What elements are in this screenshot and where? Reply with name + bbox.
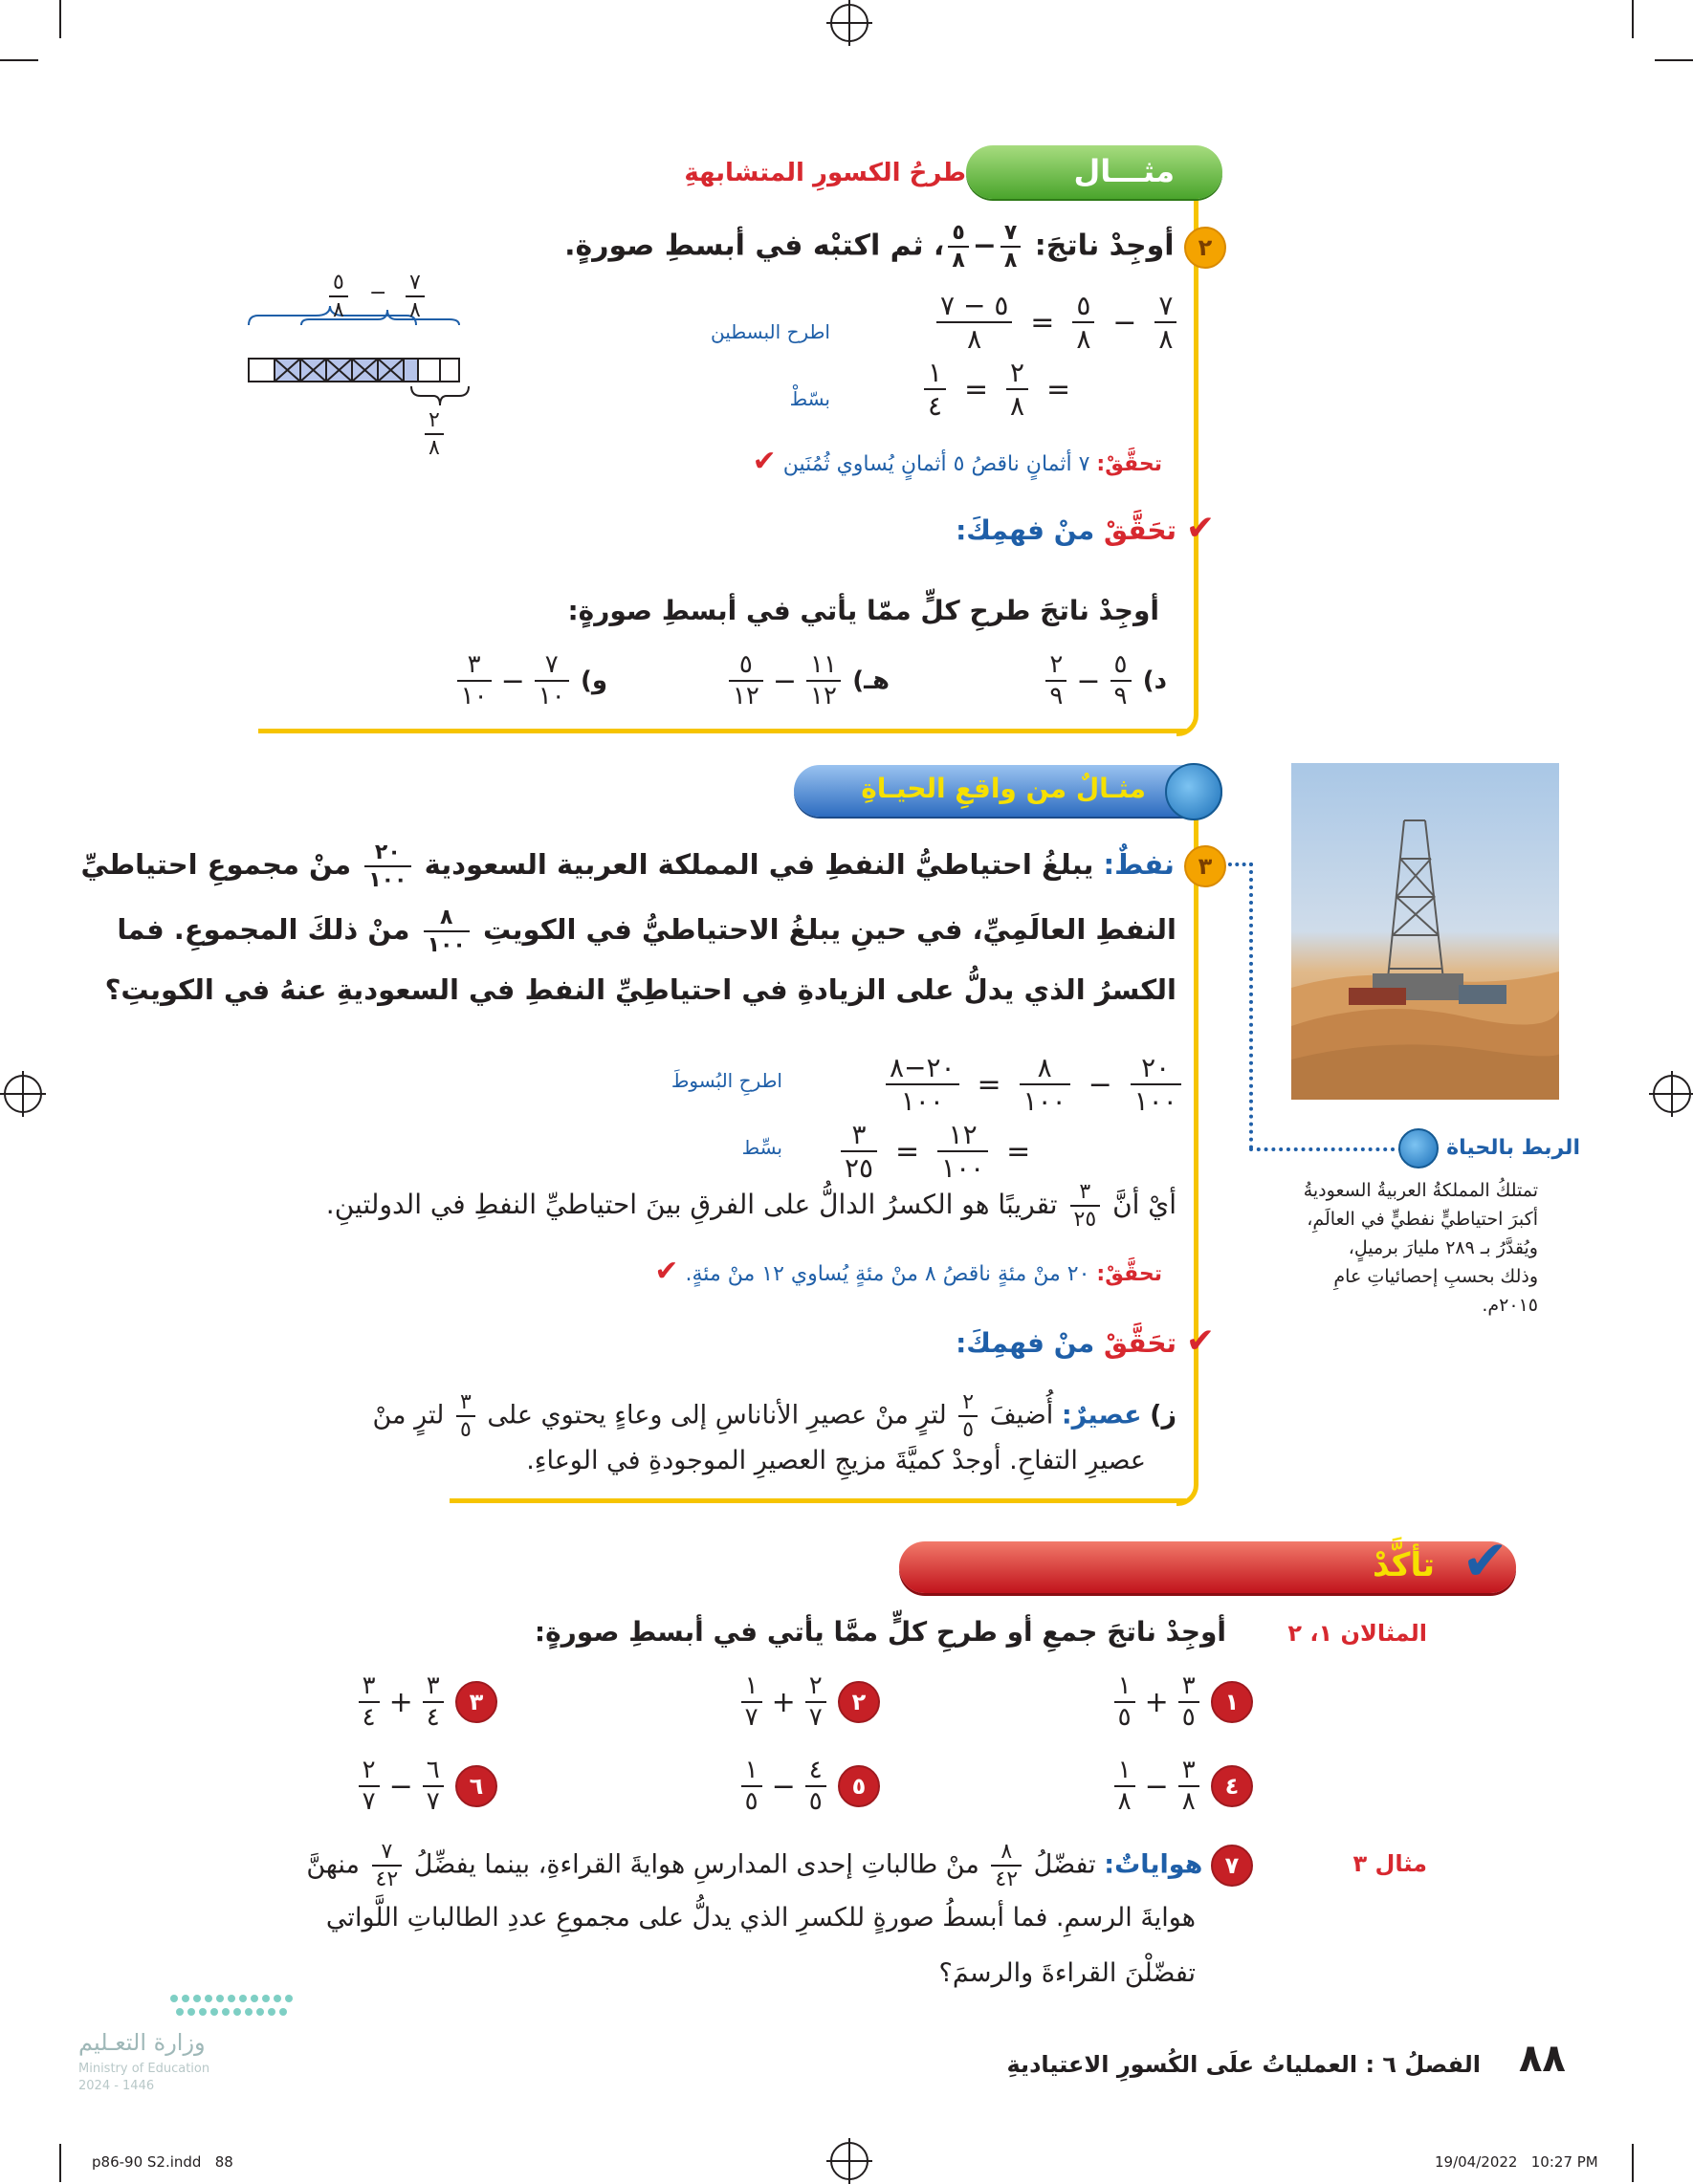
denominator: ٥ <box>459 1418 472 1443</box>
denominator: ٨ <box>1076 323 1091 356</box>
numerator: ٧ <box>372 1841 403 1867</box>
confirm-title: تأكَّدْ <box>1373 1546 1435 1584</box>
example3-check <box>654 1255 1162 1288</box>
check-label: تحقَّقْ: <box>1096 1262 1162 1286</box>
fraction <box>1154 292 1176 354</box>
check2-line2: عصيرِ التفاحِ. أوجدْ كميَّةَ مزيجِ العصيرِ الموجودةِ في الوعاءِ. <box>526 1446 1146 1475</box>
denominator: ٨ <box>1158 323 1174 356</box>
denominator: ٢٥ <box>1073 1208 1097 1233</box>
exercise-item <box>1042 652 1167 710</box>
fraction <box>841 1121 877 1183</box>
item-label: هـ) <box>852 666 890 695</box>
sidebar-connector <box>1249 863 1253 1149</box>
checkmark-icon: ✔ <box>1462 1528 1508 1593</box>
denominator: ٧ <box>362 1787 376 1817</box>
sidebar-connector <box>1249 1147 1402 1151</box>
denominator: ٨ <box>952 249 965 273</box>
numerator: ٨ <box>991 1841 1022 1867</box>
model-bottom-brace <box>407 384 473 409</box>
fraction <box>406 272 425 321</box>
numerator: ١٢ <box>937 1121 988 1152</box>
check2-title-b: منْ فهمِكَ: <box>956 1327 1095 1359</box>
check1-heading <box>956 509 1215 548</box>
example3-note-simplify: بسِّط <box>741 1136 782 1159</box>
equals-sign: = <box>1030 305 1055 339</box>
crop-mark <box>59 0 61 38</box>
numerator: ٥ <box>729 652 763 682</box>
minus-sign: − <box>972 229 997 263</box>
example3-frame <box>1176 813 1198 1506</box>
crop-mark <box>1632 2144 1634 2182</box>
example3-line1-a: يبلغُ احتياطيُّ النفطِ في المملكة العربية السعودية <box>424 848 1094 882</box>
numerator: ١ <box>924 359 946 390</box>
confirm-instruction: أوجِدْ ناتجَ جمعِ أو طرحِ كلٍّ ممَّا يأتي في أبسطِ صورةٍ: <box>534 1616 1226 1648</box>
denominator: ١٠ <box>460 682 488 711</box>
check2-title-a: تحَقَّقْ <box>1103 1327 1177 1359</box>
example3-line1-b: منْ مجموعِ احتياطيِّ <box>80 848 352 882</box>
exercise-number: ٥ <box>838 1765 880 1807</box>
numerator: ٥ <box>1072 292 1094 323</box>
fraction <box>1114 1758 1135 1816</box>
numerator: ٣ <box>359 1673 380 1703</box>
fraction <box>423 1673 444 1732</box>
check2-line1-c: لترٍ منْ <box>372 1400 445 1431</box>
check1-instruction: أوجِدْ ناتجَ طرحِ كلٍّ ممّا يأتي في أبسطِ صورةٍ: <box>567 595 1159 626</box>
operator: + <box>771 1685 796 1719</box>
exercise-item <box>737 1758 880 1816</box>
numerator: ١ <box>1114 1673 1135 1703</box>
fraction-bar-model <box>244 277 473 392</box>
exercise-item <box>1110 1758 1253 1816</box>
numerator: ٧ <box>535 652 569 682</box>
numerator: ١ <box>741 1758 762 1787</box>
denominator: ١٠٠ <box>368 868 407 893</box>
example2-note-simplify: بسّطْ <box>789 387 830 410</box>
denominator: ١٢ <box>732 682 759 711</box>
sidebar-line: وذلك بحسبِ إحصائياتِ عامِ <box>1333 1266 1538 1287</box>
registration-mark-top <box>830 4 868 42</box>
equals-sign: = <box>1045 372 1071 406</box>
exercise-number: ٤ <box>1211 1765 1253 1807</box>
denominator: ٨ <box>967 323 982 356</box>
confirm-exercises <box>316 1673 1253 1836</box>
denominator: ٤ <box>362 1703 376 1733</box>
fraction <box>741 1673 762 1732</box>
numerator: ٥ <box>1110 652 1132 682</box>
q7-line3: تفضّلْنَ القراءةَ والرسمَ؟ <box>938 1958 1196 1988</box>
fraction <box>1070 1181 1101 1231</box>
numerator: ٥ − ٧ <box>936 292 1012 323</box>
operator: − <box>771 1769 796 1803</box>
example2-title: طرحُ الكسورِ المتشابهةِ <box>684 159 966 187</box>
fraction <box>456 1391 475 1441</box>
numerator: ٣ <box>1070 1181 1101 1207</box>
fraction <box>948 222 968 272</box>
sidebar-title-text: الربط بالحياة <box>1446 1136 1580 1160</box>
denominator: ٨ <box>1003 249 1018 273</box>
registration-mark-right <box>1653 1075 1691 1113</box>
numerator: ٣ <box>841 1121 877 1152</box>
fraction <box>424 906 470 956</box>
example3-line3: الكسرُ الذي يدلُّ على الزيادةِ في احتياطِيِّ النفطِ في السعوديةِ عنهُ في الكويتِ؟ <box>104 973 1176 1006</box>
example3-conclusion-a: أيْ أنَّ <box>1112 1189 1176 1221</box>
exercise-number: ١ <box>1211 1681 1253 1723</box>
confirm-ref3: مثال ٣ <box>1352 1850 1427 1877</box>
example2-frame-bottom <box>258 729 1186 733</box>
example3-header-title: مثـالٌ من واقعِ الحيـاةِ <box>861 773 1146 804</box>
example2-header-label: مثـــال <box>1073 153 1175 189</box>
example3-line2-a: النفطِ العالَمِيِّ، في حينِ يبلغُ الاحتياطيُّ في الكويتِ <box>482 913 1176 947</box>
numerator: ٢ <box>425 409 444 435</box>
example2-prompt-a: أوجِدْ ناتجَ: <box>1034 229 1175 263</box>
numerator: ١ <box>1114 1758 1135 1787</box>
sidebar-title <box>1398 1128 1580 1168</box>
model-bottom-fraction <box>425 409 444 459</box>
numerator: ٣ <box>456 1391 475 1417</box>
numerator: ٣ <box>1178 1673 1199 1703</box>
check2-line1-a: أُضيفَ <box>989 1400 1054 1431</box>
ministry-name-en: Ministry of Education <box>78 2062 210 2076</box>
fraction <box>329 272 348 321</box>
numerator: ٣ <box>457 652 492 682</box>
confirm-ref: المثالان ١، ٢ <box>1287 1620 1427 1647</box>
numerator: ٢٠ <box>364 841 410 867</box>
example3-conclusion-b: تقريبًا هو الكسرُ الدالُّ على الفرقِ بينَ احتياطيِّ النفطِ في الدولتينِ. <box>325 1189 1058 1221</box>
denominator: ٨ <box>1181 1787 1196 1817</box>
fraction <box>806 652 841 710</box>
fraction <box>958 1391 978 1441</box>
denominator: ٥ <box>962 1418 975 1443</box>
example3-topic: نفطٌ: <box>1103 848 1175 882</box>
example3-frame-bottom <box>450 1498 1186 1503</box>
denominator: ٩ <box>1049 682 1064 711</box>
example3-line1 <box>80 841 1226 891</box>
file-name: p86-90 S2.indd 88 <box>92 2153 233 2171</box>
q7-number: ٧ <box>1211 1845 1253 1887</box>
minus-sign: − <box>1088 1067 1112 1102</box>
q7-line1-b: منْ طالباتِ إحدى المدارسِ هوايةَ القراءةِ، بينما يفضِّلُ <box>413 1849 979 1880</box>
numerator: ١١ <box>806 652 841 682</box>
numerator: ٤ <box>805 1758 826 1787</box>
denominator: ٨ <box>409 298 421 323</box>
fraction <box>1072 292 1094 354</box>
exercise-number: ٢ <box>838 1681 880 1723</box>
denominator: ٨ <box>333 298 344 323</box>
equals-sign: = <box>963 372 989 406</box>
check1-title-b: منْ فهمِكَ: <box>956 514 1095 546</box>
denominator: ٤٢ <box>995 1867 1019 1892</box>
item-label: ز) <box>1150 1400 1176 1431</box>
q7-line1 <box>306 1841 1253 1890</box>
numerator: ٢ <box>958 1391 978 1417</box>
numerator: ٢٠ <box>1131 1054 1181 1085</box>
fraction <box>805 1758 826 1816</box>
denominator: ٤ <box>426 1703 440 1733</box>
exercise-item <box>1110 1673 1253 1732</box>
denominator: ٩ <box>1113 682 1128 711</box>
example3-step1 <box>882 1054 1185 1116</box>
numerator: ٧ <box>1154 292 1176 323</box>
exercise-item <box>355 1673 497 1732</box>
denominator: ١٢ <box>810 682 837 711</box>
minus-sign: − <box>1112 305 1137 339</box>
example2-header <box>966 145 1222 199</box>
fraction <box>729 652 763 710</box>
numerator: ٧ <box>406 272 425 297</box>
example3-note-subtract: اطرحِ البُسوطَ <box>671 1069 782 1092</box>
denominator: ٢٥ <box>845 1152 874 1185</box>
minus-sign: − <box>1076 664 1101 698</box>
example2-prompt-b: ، ثم اكتبْه في أبسطِ صورةٍ. <box>564 229 945 263</box>
sidebar-line: ٢٠١٥م. <box>1482 1295 1538 1316</box>
fraction <box>359 1758 380 1816</box>
check2-heading <box>956 1321 1215 1361</box>
numerator: ٢ <box>805 1673 826 1703</box>
globe-icon <box>1398 1128 1439 1168</box>
exercise-number: ٦ <box>455 1765 497 1807</box>
fraction <box>1178 1758 1199 1816</box>
check1-title-a: تحَقَّقْ <box>1103 514 1177 546</box>
fraction <box>1131 1054 1181 1116</box>
example3-step2 <box>837 1121 1036 1183</box>
fraction <box>457 652 492 710</box>
denominator: ١٠٠ <box>1022 1085 1066 1118</box>
crop-mark <box>1655 59 1693 61</box>
example3-header <box>794 765 1222 817</box>
fraction <box>1006 359 1028 421</box>
numerator: ٨ <box>1020 1054 1070 1085</box>
denominator: ١٠٠ <box>900 1085 944 1118</box>
fraction <box>364 841 410 891</box>
check-text: ٧ أثمانٍ ناقصُ ٥ أثمانٍ يُساوي ثُمُنَين <box>782 452 1090 476</box>
example2-note-subtract: اطرح البسطين <box>711 320 830 343</box>
numerator: ٢ <box>1006 359 1028 390</box>
numerator: ٣ <box>1178 1758 1199 1787</box>
example2-step1 <box>933 292 1180 354</box>
crop-mark <box>0 59 38 61</box>
numerator: ٢ <box>359 1758 380 1787</box>
example3-line2-b: منْ ذلكَ المجموعِ. فما <box>117 913 410 947</box>
numerator: ٣ <box>423 1673 444 1703</box>
checkmark-icon: ✔ <box>1185 1321 1215 1361</box>
oil-rig-photo <box>1291 763 1559 1100</box>
fraction <box>886 1054 959 1116</box>
fraction <box>936 292 1012 354</box>
checkmark-icon: ✔ <box>654 1255 679 1288</box>
exercise-item <box>355 1758 497 1816</box>
item-label: و) <box>580 666 607 695</box>
numerator: ٢ <box>1045 652 1066 682</box>
example2-step2 <box>920 359 1076 421</box>
denominator: ٥ <box>744 1787 759 1817</box>
minus-sign: − <box>772 664 797 698</box>
example2-prompt <box>564 222 1226 272</box>
crop-mark <box>59 2144 61 2182</box>
sidebar-text <box>1251 1176 1538 1320</box>
denominator: ١٠٠ <box>427 933 466 958</box>
equals-sign: = <box>1006 1134 1031 1168</box>
check-label: تحقَّقْ: <box>1096 452 1162 476</box>
operator: + <box>388 1685 413 1719</box>
confirm-header-bar <box>899 1528 1516 1593</box>
q7-topic: هواياتٌ: <box>1104 1849 1203 1880</box>
sidebar-line: تمتلكُ المملكةُ العربيةُ السعوديةُ <box>1303 1180 1538 1201</box>
check2-line1-b: لترٍ منْ عصيرِ الأناناسِ إلى وعاءٍ يحتوي على <box>487 1400 947 1431</box>
example2-check <box>753 445 1162 478</box>
ministry-logo <box>78 1989 327 2093</box>
example3-number: ٣ <box>1184 845 1226 887</box>
exercise-number: ٣ <box>455 1681 497 1723</box>
fraction <box>991 1841 1022 1890</box>
denominator: ١٠٠ <box>1133 1085 1177 1118</box>
denominator: ٧ <box>808 1703 823 1733</box>
check-text: ٢٠ منْ مئةٍ ناقصُ ٨ منْ مئةٍ يُساوي ١٢ منْ مئةٍ. <box>685 1262 1090 1286</box>
example3-line2 <box>117 906 1176 956</box>
ministry-name-ar: وزارة التعـليم <box>78 2029 206 2056</box>
minus-sign: − <box>500 664 525 698</box>
denominator: ٨ <box>1010 390 1025 423</box>
timestamp: 19/04/2022 10:27 PM <box>1435 2153 1598 2171</box>
numerator: ٧ <box>1000 222 1021 248</box>
exercise-item <box>453 652 607 710</box>
fraction <box>1110 652 1132 710</box>
sidebar-line: ويُقدَّرُ بـ ٢٨٩ مليارَ برميلٍ، <box>1348 1237 1538 1258</box>
sidebar-line: أكبرَ احتياطيٍّ نفطيٍّ في العالَمِ، <box>1307 1209 1538 1230</box>
fraction <box>535 652 569 710</box>
denominator: ٥ <box>1181 1703 1196 1733</box>
exercise-item <box>737 1673 880 1732</box>
q7-line1-c: منهنَّ <box>306 1849 360 1880</box>
check2-line1 <box>373 1391 1177 1441</box>
fraction <box>1114 1673 1135 1732</box>
globe-icon <box>1165 763 1222 820</box>
numerator: ٥ <box>948 222 968 248</box>
fraction <box>937 1121 988 1183</box>
exercise-item <box>725 652 890 710</box>
registration-mark-left <box>4 1075 42 1113</box>
checkmark-icon: ✔ <box>752 445 777 478</box>
q7-line2: هوايةَ الرسمِ. فما أبسطُ صورةٍ للكسرِ الذي يدلُّ على مجموعِ عددِ الطالباتِ اللَّواتي <box>325 1903 1196 1933</box>
page-number: ٨٨ <box>1519 2037 1566 2081</box>
denominator: ٨ <box>1117 1787 1132 1817</box>
check2-topic: عصيرٌ: <box>1061 1400 1142 1431</box>
numerator: ٢٠−٨ <box>886 1054 959 1085</box>
registration-mark-bottom <box>830 2142 868 2180</box>
denominator: ٧ <box>744 1703 759 1733</box>
fraction <box>372 1841 403 1890</box>
fraction <box>1045 652 1066 710</box>
ministry-year: 2024 - 1446 <box>78 2079 155 2093</box>
example2-number: ٢ <box>1184 227 1226 269</box>
fraction <box>1000 222 1021 272</box>
crop-mark <box>1632 0 1634 38</box>
fraction <box>741 1758 762 1816</box>
fraction <box>1020 1054 1070 1116</box>
check1-items <box>363 652 1167 719</box>
fraction <box>805 1673 826 1732</box>
chapter-title: الفصلُ ٦ : العملياتُ علَى الكُسورِ الاعتياديةِ <box>1006 2051 1481 2078</box>
ministry-dots-icon <box>165 1989 308 2027</box>
checkmark-icon: ✔ <box>1185 509 1215 548</box>
item-label: د) <box>1142 666 1167 695</box>
denominator: ٥ <box>808 1787 823 1817</box>
numerator: ٥ <box>329 272 348 297</box>
minus-sign: − <box>369 281 387 305</box>
example3-conclusion <box>326 1181 1176 1231</box>
operator: − <box>1144 1769 1169 1803</box>
denominator: ٤ <box>928 390 943 423</box>
fraction <box>359 1673 380 1732</box>
numerator: ٦ <box>423 1758 444 1787</box>
denominator: ١٠٠ <box>941 1152 985 1185</box>
fraction <box>423 1758 444 1816</box>
denominator: ٧ <box>426 1787 440 1817</box>
fraction <box>924 359 946 421</box>
denominator: ٨ <box>429 436 440 461</box>
q7-line1-a: تفضّلُ <box>1033 1849 1096 1880</box>
numerator: ١ <box>741 1673 762 1703</box>
equals-sign: = <box>977 1067 1001 1102</box>
fraction <box>1178 1673 1199 1732</box>
operator: + <box>1144 1685 1169 1719</box>
denominator: ٥ <box>1117 1703 1132 1733</box>
numerator: ٨ <box>424 906 470 932</box>
denominator: ٤٢ <box>375 1867 399 1892</box>
operator: − <box>388 1769 413 1803</box>
denominator: ١٠ <box>538 682 565 711</box>
equals-sign: = <box>894 1134 920 1168</box>
